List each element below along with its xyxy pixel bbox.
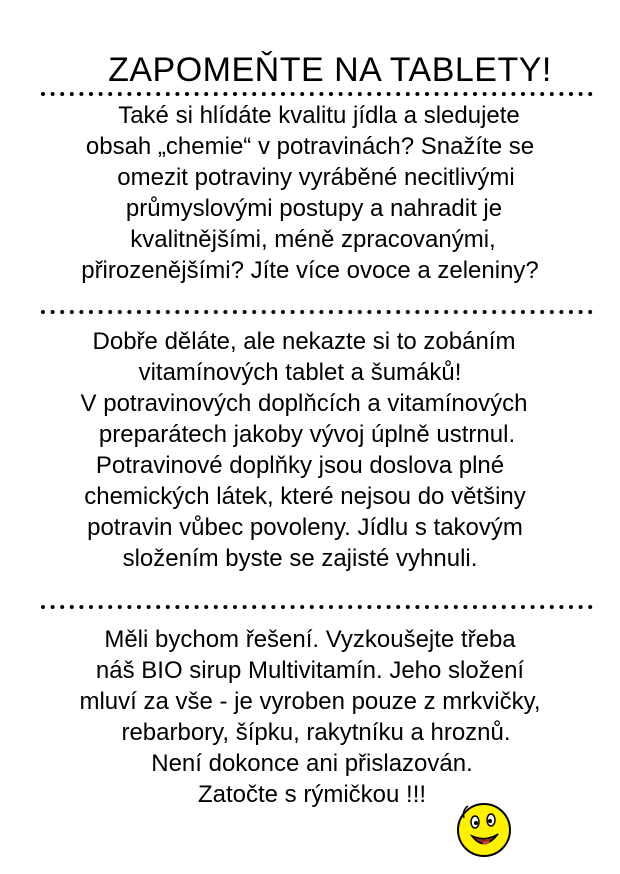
text-line: mluví za vše - je vyroben pouze z mrkvičky, <box>79 688 541 715</box>
text-line: Dobře děláte, ale nekazte si to zobáním <box>92 328 516 355</box>
text-line: složením byste se zajisté vyhnuli. <box>122 545 478 572</box>
text-line: V potravinových doplňcích a vitamínových <box>80 390 528 417</box>
text-line: náš BIO sirup Multivitamín. Jeho složení <box>95 657 525 684</box>
text-line: průmyslovými postupy a nahradit je <box>125 195 503 222</box>
text-line: chemických látek, které nejsou do většiny <box>84 483 526 510</box>
dotted-separator <box>40 90 596 98</box>
text-line: kvalitnějšími, méně zpracovanými, <box>130 226 496 253</box>
text-line: přirozenějšími? Jíte více ovoce a zeleniny? <box>81 257 539 284</box>
text-line: omezit potraviny vyráběné necitlivými <box>117 164 515 191</box>
intro-paragraph <box>0 100 620 286</box>
text-line: obsah „chemie“ v potravinách? Snažíte se <box>85 133 535 160</box>
text-line: Potravinové doplňky jsou doslova plné <box>95 452 505 479</box>
offer-paragraph <box>0 624 620 810</box>
smiley-face-icon <box>452 796 516 860</box>
dotted-separator <box>40 308 596 316</box>
text-line: preparátech jakoby vývoj úplně ustrnul. <box>98 421 516 448</box>
text-line: Není dokonce ani přislazován. <box>151 750 473 777</box>
dotted-separator <box>40 603 596 611</box>
text-line: potravin vůbec povoleny. Jídlu s takovým <box>87 514 523 541</box>
page-title: ZAPOMEŇTE NA TABLETY! <box>108 51 552 89</box>
closing-slogan: Zatočte s rýmičkou !!! <box>197 781 427 808</box>
text-line: vitamínových tablet a šumáků! <box>138 359 462 386</box>
text-line: rebarbory, šípku, rakytníku a hroznů. <box>121 719 511 746</box>
warning-paragraph <box>0 326 620 574</box>
text-line: Měli bychom řešení. Vyzkoušejte třeba <box>104 626 516 653</box>
text-line: Také si hlídáte kvalitu jídla a sledujete <box>118 102 520 129</box>
